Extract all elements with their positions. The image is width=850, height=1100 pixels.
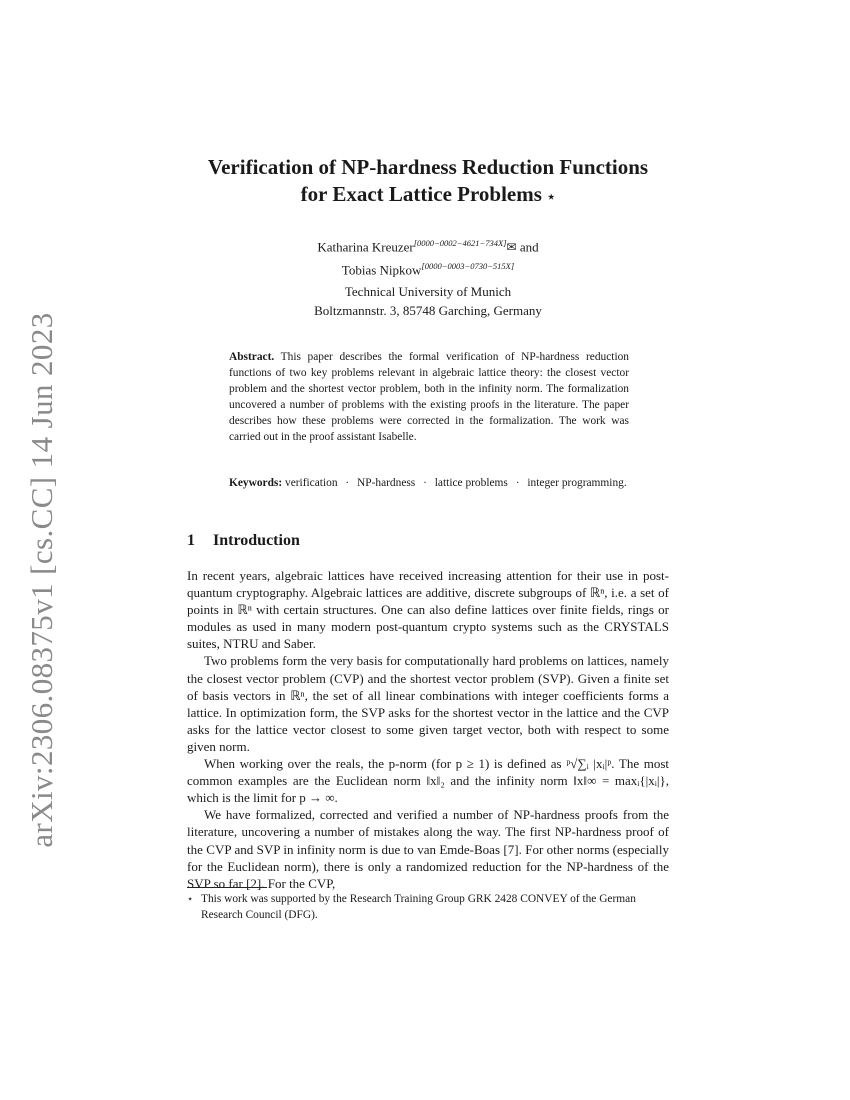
keyword-separator: · [345, 477, 350, 489]
paragraph: In recent years, algebraic lattices have received increasing attention for their use in post-quantum cryptography. Algebraic lattices are additive, discrete subgroups of ℝⁿ, i.e. a set of points in ℝⁿ with certain structures. One can also define lattices over finite fields, rings or modules as used in many modern post-quantum crypto systems such as the CRYSTALS suites, NTRU and Saber. [187, 568, 669, 652]
paragraph: Two problems form the very basis for computationally hard problems on lattices, namely the closest vector problem (CVP) and the shortest vector problem (SVP). Given a finite set of basis vectors in ℝⁿ, the set of all linear combinations with integer coefficients forms a lattice. In optimization form, the SVP asks for the shortest vector in the lattice and the CVP asks for the lattice vector closest to some given target vector, both with respect to some given norm. [187, 653, 669, 754]
paragraph: When working over the reals, the p-norm (for p ≥ 1) is defined as ᵖ√∑ᵢ |xᵢ|ᵖ. The most common examples are the Euclidean norm ‖x‖₂ and the infinity norm ‖x‖∞ = maxᵢ{|xᵢ|}, which is the limit for p → ∞. [187, 756, 669, 806]
keywords [229, 475, 629, 491]
paper-title [177, 154, 679, 208]
keyword: NP-hardness [357, 477, 416, 489]
orcid-id: [0000−0002−4621−734X] [413, 238, 507, 248]
arxiv-identifier: arXiv:2306.08375v1 [cs.CC] 14 Jun 2023 [24, 312, 59, 848]
footnote-rule [187, 887, 267, 888]
title-line-2: for Exact Lattice Problems [300, 182, 542, 206]
abstract [229, 349, 629, 446]
and-word: and [519, 239, 539, 255]
section-number: 1 [187, 532, 195, 549]
keyword: integer programming. [527, 477, 627, 489]
section-heading [187, 532, 300, 550]
section-title: Introduction [213, 532, 300, 549]
keyword: verification [285, 477, 338, 489]
footnote-text: This work was supported by the Research Training Group GRK 2428 CONVEY of the German Research Council (DFG). [201, 893, 636, 921]
footnote [187, 892, 669, 923]
keywords-label: Keywords: [229, 477, 283, 489]
abstract-text: This paper describes the formal verification of NP-hardness reduction functions of two key problems relevant in algebraic lattice theory: the closest vector problem and the shortest vector problem, both in the infinity norm. The formalization uncovered a number of problems with the existing proofs in the literature. The paper describes how these problems were corrected in the formalization. The work was carried out in the proof assistant Isabelle. [229, 351, 629, 444]
orcid-id: [0000−0003−0730−515X] [421, 261, 515, 272]
affiliation-line-1: Technical University of Munich [344, 284, 512, 299]
keyword-separator: · [515, 477, 520, 489]
title-line-1: Verification of NP-hardness Reduction Functions [207, 155, 649, 179]
footnote-mark: ⋆ [187, 894, 194, 905]
author-name: Katharina Kreuzer [317, 239, 414, 255]
author-name: Tobias Nipkow [341, 262, 422, 278]
author-list [187, 234, 669, 280]
keyword: lattice problems [434, 477, 508, 489]
affiliation-line-2: Boltzmannstr. 3, 85748 Garching, Germany [314, 303, 542, 318]
affiliation [187, 282, 669, 320]
abstract-label: Abstract. [229, 351, 275, 363]
title-footnote-mark: ⋆ [547, 189, 556, 204]
envelope-icon: ✉ [506, 240, 517, 255]
section-body [187, 567, 669, 892]
keyword-separator: · [423, 477, 427, 489]
paragraph: We have formalized, corrected and verified a number of NP-hardness proofs from the literature, uncovering a number of mistakes along the way. The first NP-hardness proof of the CVP and SVP in infinity norm is due to van Emde-Boas [7]. For other norms (especially for the Euclidean norm), there is only a randomized reduction for the NP-hardness of the SVP so far [2]. For the CVP, [187, 807, 669, 891]
